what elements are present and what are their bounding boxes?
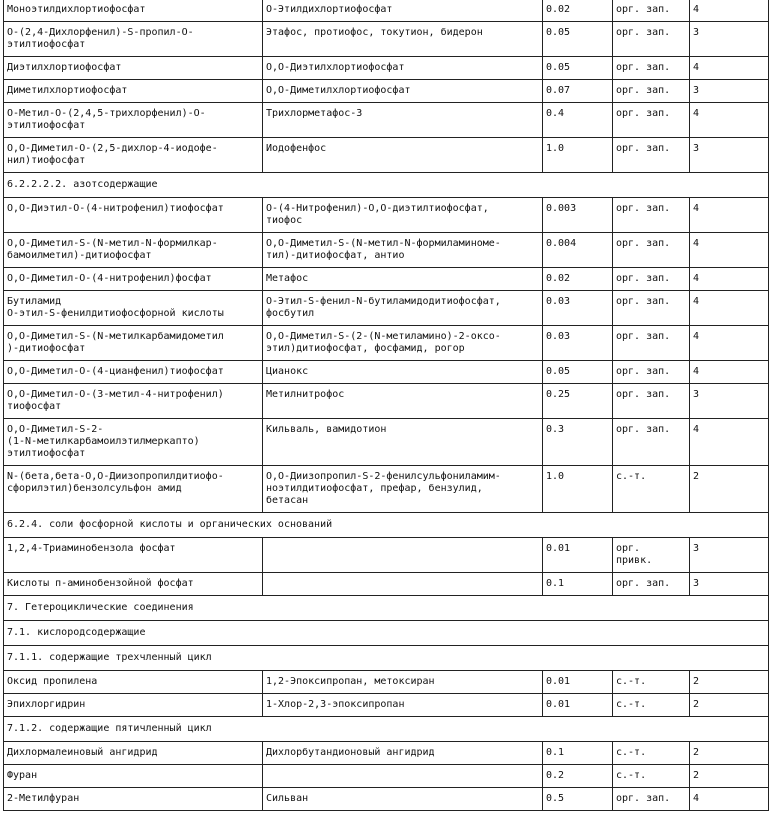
concentration-cell: 0.03 (543, 291, 613, 326)
synonym-cell: O,O-Диэтилхлортиофосфат (263, 57, 543, 80)
table-row (4, 384, 769, 419)
synonym-cell: O,O-Диметил-S-(2-(N-метиламино)-2-оксо- этил)дитиофосфат, фосфамид, рогор (263, 326, 543, 361)
concentration-cell: 1.0 (543, 466, 613, 513)
synonym-cell: 1-Хлор-2,3-эпоксипропан (263, 694, 543, 717)
concentration-cell: 0.03 (543, 326, 613, 361)
section-heading: 7. Гетероциклические соединения (4, 596, 769, 621)
table-row (4, 138, 769, 173)
hazard-class-cell: 4 (690, 57, 769, 80)
substance-name-cell: Оксид пропилена (4, 671, 263, 694)
synonym-cell: Трихлорметафос-3 (263, 103, 543, 138)
table-row (4, 103, 769, 138)
hazard-indicator-cell: орг. зап. (613, 788, 690, 811)
section-heading: 6.2.2.2.2. азотсодержащие (4, 173, 769, 198)
table-row (4, 466, 769, 513)
synonym-cell: Этафос, протиофос, токутион, бидерон (263, 22, 543, 57)
synonym-cell: Метафос (263, 268, 543, 291)
section-row (4, 596, 769, 621)
hazard-class-cell: 2 (690, 694, 769, 717)
table-row (4, 671, 769, 694)
synonym-cell: O,O-Диизопропил-S-2-фенилсульфониламим- ноэтилдитиофосфат, префар, бензулид, бетасан (263, 466, 543, 513)
section-row (4, 717, 769, 742)
substance-name-cell: Фуран (4, 765, 263, 788)
hazard-class-cell: 4 (690, 233, 769, 268)
table-row (4, 326, 769, 361)
concentration-cell: 0.2 (543, 765, 613, 788)
table-row (4, 573, 769, 596)
concentration-cell: 0.003 (543, 198, 613, 233)
hazard-indicator-cell: орг. зап. (613, 573, 690, 596)
concentration-cell: 0.02 (543, 268, 613, 291)
synonym-cell (263, 765, 543, 788)
synonym-cell: O-Этил-S-фенил-N-бутиламидодитиофосфат, фосбутил (263, 291, 543, 326)
substance-name-cell: O-Метил-O-(2,4,5-трихлорфенил)-O- этилтиофосфат (4, 103, 263, 138)
section-row (4, 173, 769, 198)
hazard-class-cell: 3 (690, 138, 769, 173)
table-row (4, 291, 769, 326)
substance-name-cell: O-(2,4-Дихлорфенил)-S-пропил-O- этилтиофосфат (4, 22, 263, 57)
section-heading: 7.1.1. содержащие трехчленный цикл (4, 646, 769, 671)
synonym-cell (263, 538, 543, 573)
concentration-cell: 0.5 (543, 788, 613, 811)
section-row (4, 646, 769, 671)
hazard-indicator-cell: орг. зап. (613, 57, 690, 80)
hazard-indicator-cell: орг. зап. (613, 80, 690, 103)
section-heading: 7.1.2. содержащие пятичленный цикл (4, 717, 769, 742)
concentration-cell: 0.01 (543, 694, 613, 717)
synonym-cell: Кильваль, вамидотион (263, 419, 543, 466)
substance-name-cell: Бутиламид O-этил-S-фенилдитиофосфорной кислоты (4, 291, 263, 326)
section-heading: 6.2.4. соли фосфорной кислоты и органических оснований (4, 513, 769, 538)
hazard-indicator-cell: орг. зап. (613, 103, 690, 138)
synonym-cell: Дихлорбутандионовый ангидрид (263, 742, 543, 765)
hazard-indicator-cell: орг. зап. (613, 419, 690, 466)
hazard-class-cell: 4 (690, 326, 769, 361)
synonym-cell: O-(4-Нитрофенил)-O,O-диэтилтиофосфат, тиофос (263, 198, 543, 233)
section-row (4, 621, 769, 646)
hazard-class-cell: 4 (690, 0, 769, 22)
table-row (4, 538, 769, 573)
section-heading: 7.1. кислородсодержащие (4, 621, 769, 646)
synonym-cell: 1,2-Эпоксипропан, метоксиран (263, 671, 543, 694)
substance-name-cell: Дихлормалеиновый ангидрид (4, 742, 263, 765)
substances-table (3, 0, 769, 811)
substance-name-cell: O,O-Диметил-S-2- (1-N-метилкарбамоилэтилмеркапто) этилтиофосфат (4, 419, 263, 466)
substance-name-cell: O,O-Диметил-O-(2,5-дихлор-4-иодофе- нил)тиофосфат (4, 138, 263, 173)
synonym-cell: O,O-Диметилхлортиофосфат (263, 80, 543, 103)
concentration-cell: 0.1 (543, 573, 613, 596)
hazard-indicator-cell: орг. зап. (613, 268, 690, 291)
substance-name-cell: O,O-Диметил-O-(3-метил-4-нитрофенил) тиофосфат (4, 384, 263, 419)
synonym-cell (263, 573, 543, 596)
hazard-class-cell: 4 (690, 268, 769, 291)
substance-name-cell: Кислоты п-аминобензойной фосфат (4, 573, 263, 596)
hazard-class-cell: 2 (690, 466, 769, 513)
hazard-indicator-cell: орг. зап. (613, 22, 690, 57)
hazard-indicator-cell: орг. зап. (613, 361, 690, 384)
table-row (4, 22, 769, 57)
hazard-class-cell: 4 (690, 291, 769, 326)
synonym-cell: O-Этилдихлортиофосфат (263, 0, 543, 22)
synonym-cell: Иодофенфос (263, 138, 543, 173)
hazard-class-cell: 4 (690, 361, 769, 384)
substance-name-cell: O,O-Диметил-O-(4-нитрофенил)фосфат (4, 268, 263, 291)
table-row (4, 233, 769, 268)
hazard-class-cell: 3 (690, 538, 769, 573)
table-row (4, 788, 769, 811)
hazard-indicator-cell: с.-т. (613, 466, 690, 513)
substance-name-cell: Моноэтилдихлортиофосфат (4, 0, 263, 22)
hazard-indicator-cell: с.-т. (613, 671, 690, 694)
concentration-cell: 0.05 (543, 57, 613, 80)
table-row (4, 0, 769, 22)
concentration-cell: 0.01 (543, 671, 613, 694)
substance-name-cell: N-(бета,бета-O,O-Диизопропилдитиофо- сфорилэтил)бензолсульфон амид (4, 466, 263, 513)
concentration-cell: 0.02 (543, 0, 613, 22)
synonym-cell: Метилнитрофос (263, 384, 543, 419)
synonym-cell: O,O-Диметил-S-(N-метил-N-формиламиноме- тил)-дитиофосфат, антио (263, 233, 543, 268)
hazard-class-cell: 3 (690, 573, 769, 596)
hazard-class-cell: 3 (690, 22, 769, 57)
substance-name-cell: Диметилхлортиофосфат (4, 80, 263, 103)
hazard-indicator-cell: с.-т. (613, 694, 690, 717)
synonym-cell: Сильван (263, 788, 543, 811)
substance-name-cell: Эпихлоргидрин (4, 694, 263, 717)
substance-name-cell: O,O-Диэтил-O-(4-нитрофенил)тиофосфат (4, 198, 263, 233)
hazard-class-cell: 3 (690, 80, 769, 103)
hazard-indicator-cell: орг. зап. (613, 233, 690, 268)
hazard-indicator-cell: орг. зап. (613, 198, 690, 233)
concentration-cell: 0.05 (543, 22, 613, 57)
table-row (4, 742, 769, 765)
table-row (4, 57, 769, 80)
substance-name-cell: O,O-Диметил-O-(4-цианфенил)тиофосфат (4, 361, 263, 384)
hazard-class-cell: 2 (690, 765, 769, 788)
table-row (4, 80, 769, 103)
concentration-cell: 1.0 (543, 138, 613, 173)
concentration-cell: 0.01 (543, 538, 613, 573)
table-row (4, 694, 769, 717)
hazard-class-cell: 2 (690, 742, 769, 765)
concentration-cell: 0.4 (543, 103, 613, 138)
hazard-indicator-cell: с.-т. (613, 742, 690, 765)
substance-name-cell: 1,2,4-Триаминобензола фосфат (4, 538, 263, 573)
substance-name-cell: O,O-Диметил-S-(N-метилкарбамидометил )-дитиофосфат (4, 326, 263, 361)
hazard-indicator-cell: орг. привк. (613, 538, 690, 573)
substance-name-cell: Диэтилхлортиофосфат (4, 57, 263, 80)
substances-table-body (4, 0, 769, 811)
hazard-class-cell: 4 (690, 198, 769, 233)
synonym-cell: Цианокс (263, 361, 543, 384)
hazard-indicator-cell: орг. зап. (613, 291, 690, 326)
hazard-class-cell: 4 (690, 103, 769, 138)
table-row (4, 765, 769, 788)
section-row (4, 513, 769, 538)
substance-name-cell: 2-Метилфуран (4, 788, 263, 811)
hazard-indicator-cell: орг. зап. (613, 326, 690, 361)
hazard-indicator-cell: орг. зап. (613, 0, 690, 22)
table-row (4, 198, 769, 233)
table-row (4, 361, 769, 384)
concentration-cell: 0.05 (543, 361, 613, 384)
substance-name-cell: O,O-Диметил-S-(N-метил-N-формилкар- бамоилметил)-дитиофосфат (4, 233, 263, 268)
concentration-cell: 0.07 (543, 80, 613, 103)
hazard-indicator-cell: орг. зап. (613, 138, 690, 173)
hazard-class-cell: 2 (690, 671, 769, 694)
concentration-cell: 0.1 (543, 742, 613, 765)
hazard-class-cell: 4 (690, 788, 769, 811)
hazard-indicator-cell: орг. зап. (613, 384, 690, 419)
hazard-class-cell: 3 (690, 384, 769, 419)
hazard-class-cell: 4 (690, 419, 769, 466)
concentration-cell: 0.3 (543, 419, 613, 466)
concentration-cell: 0.25 (543, 384, 613, 419)
table-row (4, 419, 769, 466)
hazard-indicator-cell: с.-т. (613, 765, 690, 788)
table-row (4, 268, 769, 291)
concentration-cell: 0.004 (543, 233, 613, 268)
